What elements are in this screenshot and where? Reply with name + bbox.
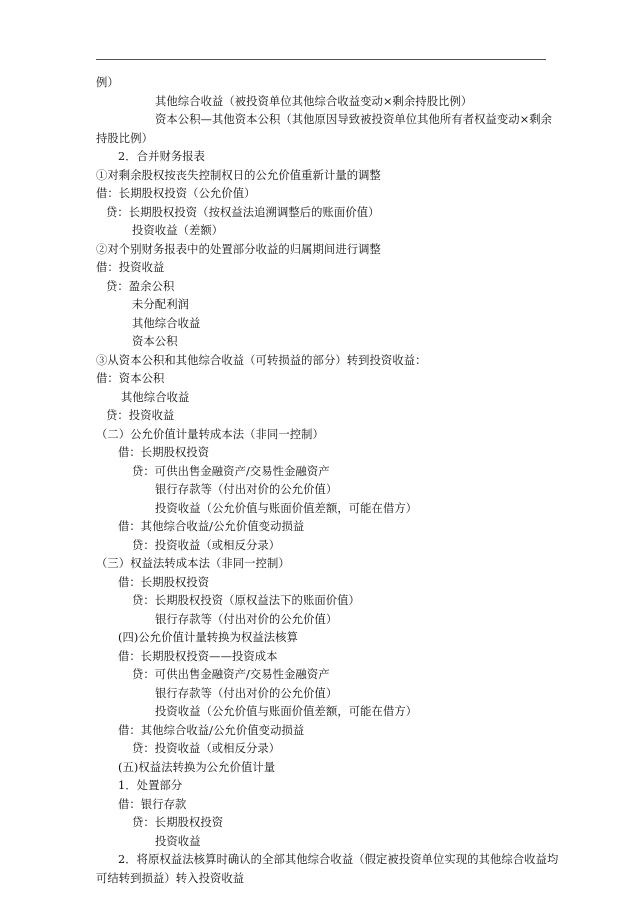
text-line: 资本公积 (132, 335, 178, 348)
text-line: 贷：投资收益 (106, 409, 175, 422)
text-line: 贷：长期股权投资（按权益法追溯调整后的账面价值） (106, 205, 380, 219)
text-line: 投资收益（差额） (132, 224, 224, 237)
text-line: 借：长期股权投资——投资成本 (118, 649, 278, 663)
text-line: 借：其他综合收益/公允价值变动损益 (118, 723, 305, 737)
text-line: 贷：可供出售金融资产/交易性金融资产 (132, 668, 330, 681)
text-line: 贷：可供出售金融资产/交易性金融资产 (132, 464, 330, 478)
text-line: 2．将原权益法核算时确认的全部其他综合收益（假定被投资单位实现的其他综合收益均 (118, 853, 559, 866)
text-line: 可结转到损益）转入投资收益 (96, 871, 245, 885)
section-heading: 2．合并财务报表 (118, 150, 206, 163)
text-line: 借：投资收益 (96, 261, 165, 274)
text-line: ①对剩余股权按丧失控制权日的公允价值重新计量的调整 (96, 168, 381, 182)
section-heading: （二）公允价值计量转成本法（非同一控制） (96, 427, 324, 441)
text-line: 借：银行存款 (118, 797, 187, 811)
text-line: 投资收益 (155, 834, 201, 848)
text-line: 借：长期股权投资 (118, 446, 210, 459)
text-line: 贷：投资收益（或相反分录） (132, 742, 281, 755)
section-heading: (四)公允价值计量转换为权益法核算 (118, 631, 298, 644)
text-line: 贷：长期股权投资 (132, 816, 224, 829)
text-line: 投资收益（公允价值与账面价值差额，可能在借方） (155, 501, 418, 515)
text-line: 未分配利润 (132, 298, 189, 311)
section-heading: (五)权益法转换为公允价值计量 (118, 760, 276, 774)
text-line: 投资收益（公允价值与账面价值差额，可能在借方） (155, 705, 418, 718)
text-line: 借：资本公积 (96, 372, 165, 385)
text-line: 其他综合收益（被投资单位其他综合收益变动×剩余持股比例） (155, 94, 473, 108)
text-line: 借：长期股权投资 (118, 575, 210, 589)
subsection-heading: 1．处置部分 (118, 779, 183, 792)
text-line: 其他综合收益 (121, 390, 190, 404)
text-line: 持股比例） (96, 131, 153, 145)
text-line: 资本公积—其他资本公积（其他原因导致被投资单位其他所有者权益变动×剩余 (155, 113, 553, 126)
text-line: ③从资本公积和其他综合收益（可转损益的部分）转到投资收益： (96, 353, 427, 367)
text-line: ②对个别财务报表中的处置部分收益的归属期间进行调整 (96, 242, 381, 256)
section-heading: （三）权益法转成本法（非同一控制） (96, 557, 290, 570)
text-line: 借：长期股权投资（公允价值） (96, 187, 256, 200)
text-line: 借：其他综合收益/公允价值变动损益 (118, 520, 305, 533)
document-body (0, 74, 640, 888)
text-line: 银行存款等（付出对价的公允价值） (155, 686, 338, 700)
text-line: 贷：长期股权投资（原权益法下的账面价值） (132, 594, 360, 607)
text-line: 银行存款等（付出对价的公允价值） (155, 483, 338, 496)
header-rule (96, 59, 546, 60)
text-line: 贷：盈余公积 (106, 279, 175, 293)
text-line: 贷：投资收益（或相反分录） (132, 538, 281, 552)
text-line: 银行存款等（付出对价的公允价值） (155, 612, 338, 626)
text-line: 其他综合收益 (132, 316, 201, 330)
text-line: 例） (96, 76, 119, 89)
